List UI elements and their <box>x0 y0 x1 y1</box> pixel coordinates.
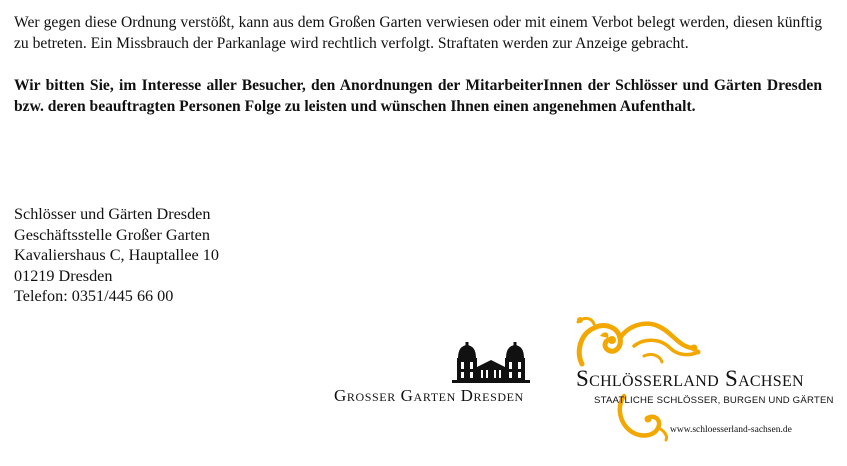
contact-address <box>14 204 219 307</box>
schloesserland-logo <box>574 312 834 442</box>
schloesserland-tagline: STAATLICHE SCHLÖSSER, BURGEN UND GÄRTEN <box>594 395 834 406</box>
address-org: Schlösser und Gärten Dresden <box>14 205 211 223</box>
request-paragraph: Wir bitten Sie, im Interesse aller Besucher, den Anordnungen der MitarbeiterInnen der Schlösser und Gärten Dresden bzw. deren beauftragten Personen Folge zu leisten und wünschen Ihnen einen angenehmen Aufenthalt. <box>14 77 822 115</box>
document-body <box>14 12 822 117</box>
address-street: Kavaliershaus C, Hauptallee 10 <box>14 246 219 265</box>
schloesserland-wordmark: Schlösserland Sachsen <box>576 366 804 391</box>
palace-gate-icon <box>452 342 530 384</box>
address-city: 01219 Dresden <box>14 266 113 285</box>
grosser-garten-logo <box>330 342 535 410</box>
rules-paragraph: Wer gegen diese Ordnung verstößt, kann aus dem Großen Garten verwiesen oder mit einem Verbot belegt werden, diesen künftig zu betreten. Ein Missbrauch der Parkanlage wird rechtlich verfolgt. Straftaten werden zur Anzeige gebracht. <box>14 14 822 52</box>
schloesserland-website: www.schloesserland-sachsen.de <box>670 425 792 435</box>
address-phone: Telefon: 0351/445 66 00 <box>14 287 174 306</box>
address-office: Geschäftsstelle Großer Garten <box>14 225 210 244</box>
baroque-ornament-icon <box>574 312 704 372</box>
grosser-garten-wordmark: Grosser Garten Dresden <box>334 386 524 405</box>
